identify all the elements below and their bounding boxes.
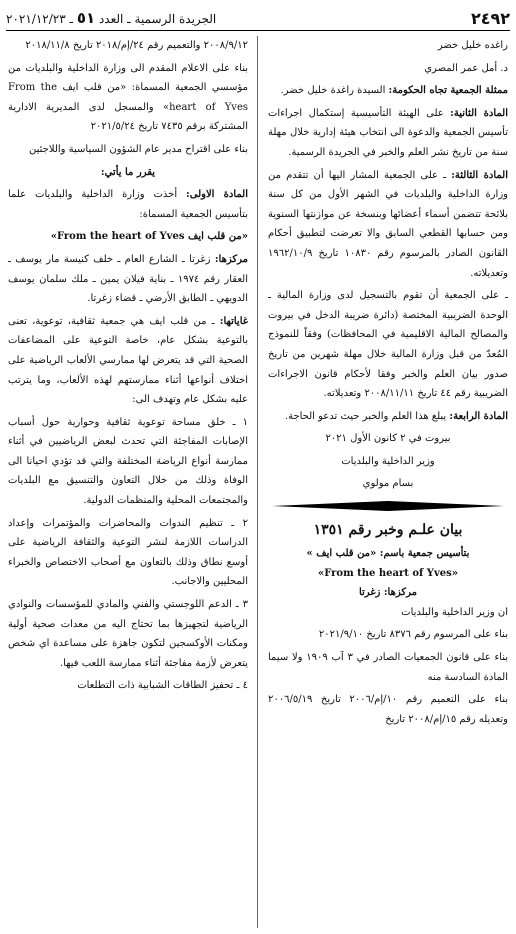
article-4-text: يبلغ هذا العلم والخبر حيث تدعو الحاجة. — [284, 410, 450, 422]
page-number: ٢٤٩٢ — [470, 8, 510, 28]
representative-label: ممثلة الجمعية تجاه الحكومة: — [388, 85, 508, 97]
basis-law: بناء على قانون الجمعيات الصادر في ٣ آب ١٩٠٩ ولا سيما المادة السادسة منه — [268, 652, 508, 683]
gazette-title: الجريدة الرسمية ـ العدد — [95, 12, 217, 26]
signature-place-date: بيروت في ٢ كانون الأول ٢٠٢١ — [325, 433, 451, 445]
article-3-text: ـ على الجمعية المشار اليها أن تتقدم من وزارة الداخلية والبلديات في الشهر الأول من كل سنة بلائحة تتضمن أسماء أعضائها وبنسخة عن موازنتها السنوية ومن حسابها القطعي السابق والا تعرضت لتطبيق أحكام القانون الصادر بالمرسوم رقم ١٠٨٣٠ تاريخ ١٩٦٢/١٠/٩ وتعديلاته. — [268, 169, 508, 279]
article-1-label: المادة الاولى: — [186, 189, 248, 201]
basis-circular: بناء على التعميم رقم ١٠/إم/٢٠٠٦ تاريخ ٢٠٠٦/٥/١٩ وتعديله رقم ١٥/إم/٢٠٠٨ تاريخ — [268, 694, 508, 725]
article-3-label: المادة الثالثة: — [451, 169, 508, 181]
goal-item-3: ٣ ـ الدعم اللوجستي والفني والمادي للمؤسسات والنوادي الرياضية لتجهيزها بما تحتاج اليه من معدات صحية أولية ومكنات الأوكسجين لتكون جاهزة على مساعدة اي شخص يتعرض لأزمة مفاجئة أثناء ممارسة اللعب فيها. — [8, 599, 248, 669]
basis-proposal: بناء على اقتراح مدير عام الشؤون السياسية واللاجئين — [29, 143, 248, 155]
goals-paragraph — [8, 312, 248, 410]
goals-text: ـ من قلب ايف هي جمعية ثقافية، توعوية، تعنى بالتوعية بشكل عام، خاصة التوعية على المضاعفات الصحية التي قد يتعرض لها ممارسي الألعاب الرياضية على اختلاف أنواعها أثناء ممارستهم لهذه الألعاب، وما يترتب عليه بشكل عام وتهدف الى: — [8, 315, 248, 406]
association-name: «من قلب ايف From the heart of Yves» — [50, 231, 248, 243]
right-column — [268, 36, 508, 928]
page-header — [6, 6, 510, 31]
article-2-text: على الهيئة التأسيسية إستكمال اجراءات تأسيس الجمعية والدعوة الى انتخاب هيئة إدارية خلال مهلة سنة من تاريخ نشر العلم والخبر في الجريدة الرسمية. — [268, 107, 508, 158]
founder-name-2: د. أمل عمر المصري — [424, 62, 508, 74]
goal-item-1: ١ ـ خلق مساحة توعوية ثقافية وحوارية حول أسباب الإصابات المفاجئة التي تحدث لبعض الرياضيين في أثناء ممارسة أنواع الرياضة المختلفة والتي قد تؤدي احيانا الى الوفاة وذلك من خلال التعاون والتنسيق مع البلديات والمجتمعات المحلية والمنظمات الدولية. — [8, 416, 248, 507]
section-divider-ornament — [272, 500, 504, 512]
ornament-line-icon — [272, 500, 504, 512]
notice-title: بيان علـم وخبر رقم ١٣٥١ — [313, 522, 463, 539]
signature-name: بسام مولوي — [362, 478, 414, 490]
notice-subtitle: بتأسيس جمعية باسم: «من قلب ايف » — [306, 548, 470, 560]
article-1 — [8, 185, 248, 224]
founder-name-1: راغده خليل خضر — [437, 40, 508, 51]
headquarters-text: زغرتا ـ الشارع العام ـ خلف كنيسة مار يوسف ـ العقار رقم ١٩٧٤ ـ بناية فيلان يمين ـ ملك سلمان يوسف الدويهي ـ الطابق الأرضي ـ قضاء زغرتا. — [8, 253, 248, 305]
article-1-text: أخذت وزارة الداخلية والبلديات علما بتأسيس الجمعية المسماة: — [8, 189, 248, 220]
article-3-tax: ـ على الجمعية أن تقوم بالتسجيل لدى وزارة المالية ـ الوحدة الضريبية المختصة (دائرة ضريبة الدخل في بيروت والمصالح المالية الاقليمية في المحافظات) وفقاً للنموذج المُعدّ من قبل وزارة المالية خلال مهلة شهرين من تاريخ صدور بيان العلم والخبر وفقا لأحكام قانون الاجراءات الضريبية رقم ٤٤ تاريخ ٢٠٠٨/١١/١١ وتعديلاته. — [268, 290, 508, 400]
representative-text: السيدة راغدة خليل خضر. — [280, 85, 389, 97]
goal-item-2: ٢ ـ تنظيم الندوات والمحاضرات والمؤتمرات وإعداد الدراسات اللازمة لنشر التوعية والثقافة الرياضية على أوسع نطاق وذلك بالتعاون مع أصحاب الاختصاص والخبراء المحليين والاجانب. — [8, 517, 248, 588]
notice-english-name: «From the heart of Yves» — [317, 567, 459, 579]
headquarters-paragraph — [8, 250, 248, 309]
goals-label: غاياتها: — [219, 315, 248, 327]
headquarters-label: مركزها: — [214, 253, 248, 265]
representative-paragraph — [268, 81, 508, 101]
gazette-issue-line — [6, 9, 216, 27]
issue-number: ٥١ — [76, 9, 96, 27]
article-2-label: المادة الثانية: — [450, 107, 508, 119]
notice-headquarters: مركزها: زغرتا — [358, 587, 418, 599]
article-2 — [268, 104, 508, 163]
article-4-label: المادة الرابعة: — [449, 410, 508, 422]
column-divider — [257, 36, 258, 928]
basis-notification: بناء على الاعلام المقدم الى وزارة الداخلية والبلديات من مؤسسي الجمعية المسماة: «من قلب ايف From the heart of Yves» والمسجل لدى المديرية الادارية المشتركة برقم ٧٤٣٥ تاريخ ٢٠٢١/٥/٢٤ — [8, 62, 248, 133]
signature-title: وزير الداخلية والبلديات — [341, 455, 435, 467]
minister-line: ان وزير الداخلية والبلديات — [401, 606, 508, 618]
article-3 — [268, 166, 508, 284]
article-4 — [268, 407, 508, 427]
decides-heading: يقرر ما يأتي: — [100, 166, 156, 178]
basis-decree: بناء على المرسوم رقم ٨٣٧٦ تاريخ ٢٠٢١/٩/١٠ — [318, 629, 508, 641]
goal-item-4: ٤ ـ تحفيز الطاقات الشبابية ذات التطلعات — [77, 680, 248, 692]
left-column — [8, 36, 248, 928]
issue-date: ـ ٢٠٢١/١٢/٢٣ — [6, 12, 77, 26]
basis-circular-cont: ٢٠٠٨/٩/١٢ والتعميم رقم ٢٤/إم/٢٠١٨ تاريخ ٢٠١٨/١١/٨ — [25, 40, 248, 51]
